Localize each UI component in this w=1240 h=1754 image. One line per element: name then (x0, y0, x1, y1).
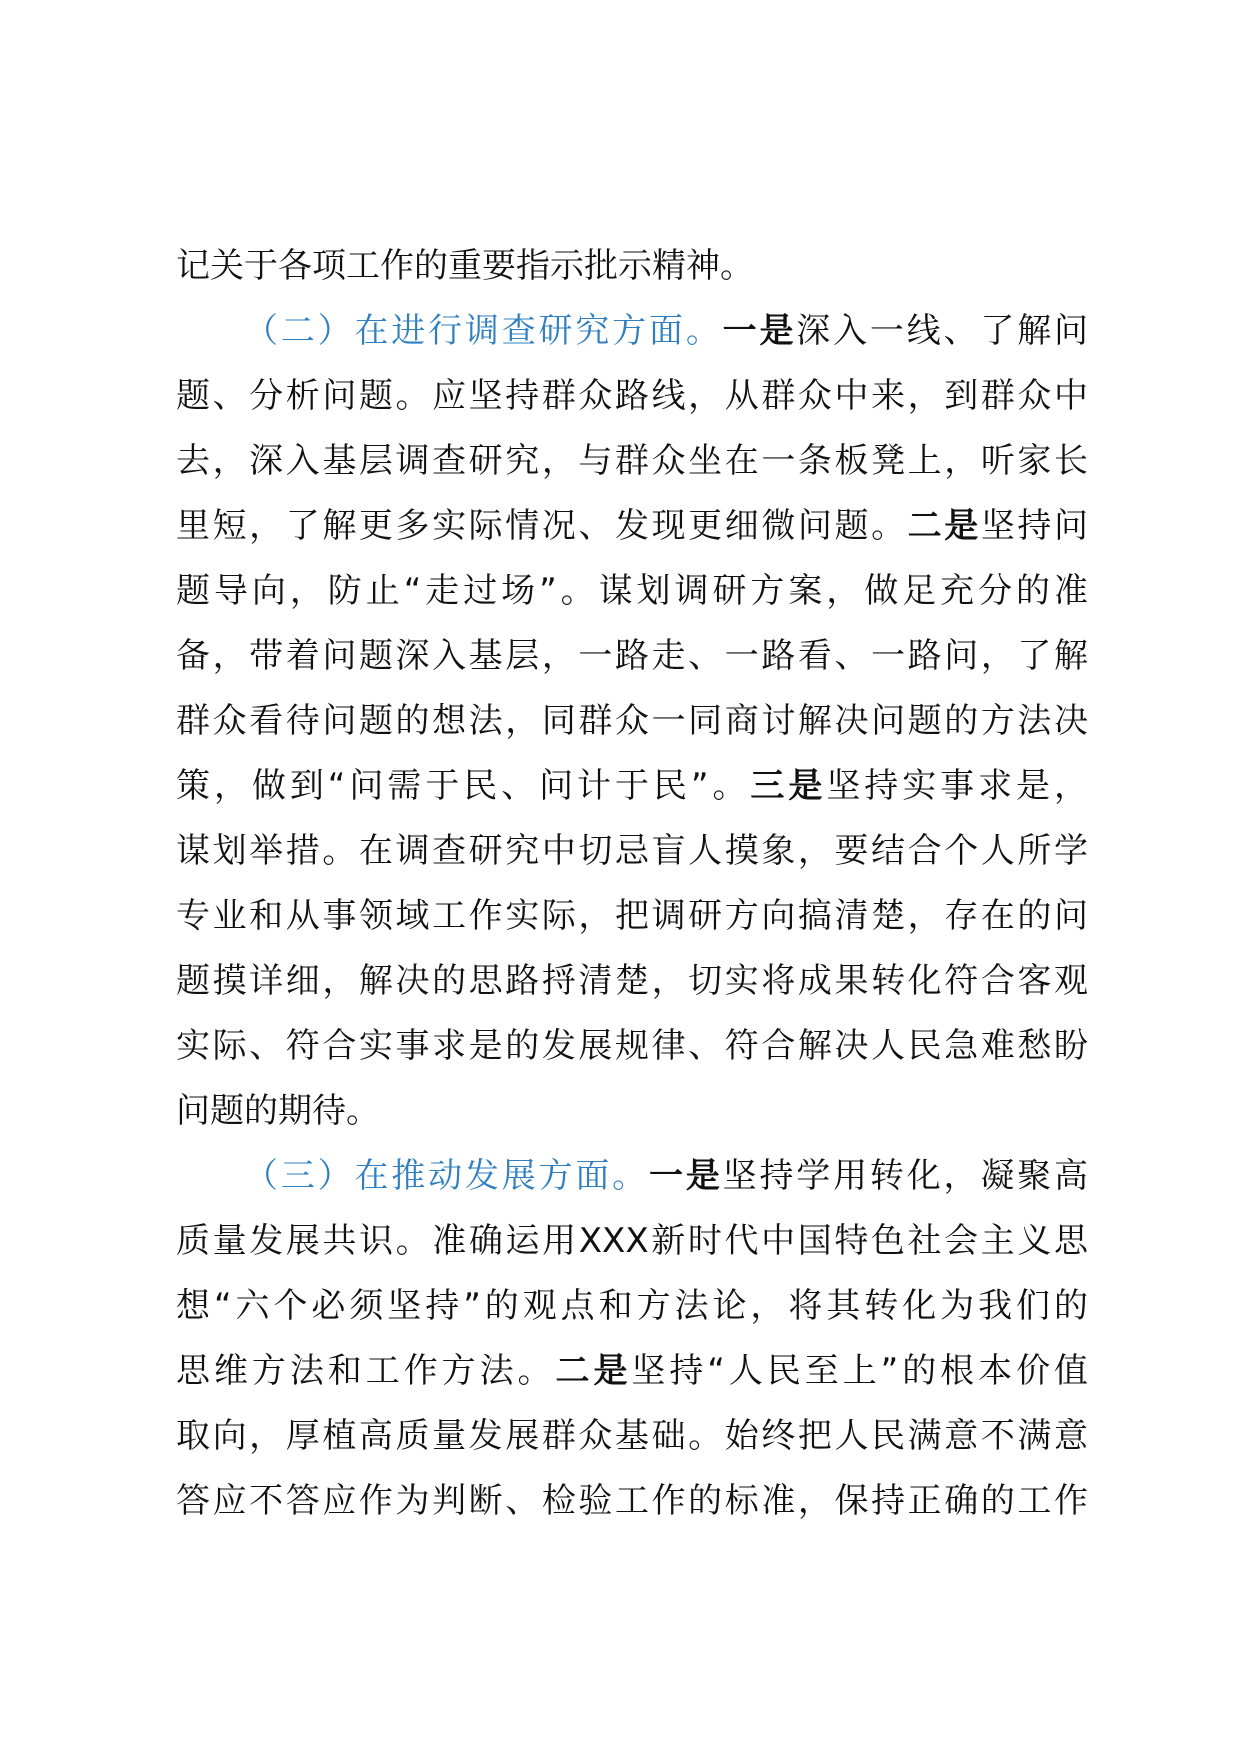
line-text: 取向，厚植高质量发展群众基础。始终把人民满意不满意 (176, 1416, 1088, 1456)
line-text: 去，深入基层调查研究，与群众坐在一条板凳上，听家长 (176, 441, 1088, 481)
line-text: 实际、符合实事求是的发展规律、符合解决人民急难愁盼 (176, 1026, 1088, 1066)
line-text: 问题的期待。 (176, 1091, 380, 1131)
point-label: 二是 (907, 506, 981, 546)
paragraph-line (176, 624, 1088, 689)
paragraph-line (176, 689, 1088, 754)
line-text: 专业和从事领域工作实际，把调研方向搞清楚，存在的问 (176, 896, 1088, 936)
paragraph-line (176, 949, 1088, 1014)
line-text: 谋划举措。在调查研究中切忌盲人摸象，要结合个人所学 (176, 831, 1088, 871)
line-text: 思维方法和工作方法。 (176, 1351, 556, 1391)
paragraph-line (176, 754, 1088, 819)
paragraph-line (176, 429, 1088, 494)
intro-text: 记关于各项工作的重要指示批示精神。 (176, 246, 754, 286)
section-2-first-line (176, 299, 1088, 364)
paragraph-line (176, 364, 1088, 429)
point-label: 一是 (649, 1156, 723, 1196)
document-body (176, 234, 1088, 1534)
line-text: 坚持学用转化，凝聚高 (722, 1156, 1089, 1196)
section-3-heading: （三）在推动发展方面。 (244, 1156, 649, 1196)
line-text: 坚持“人民至上”的根本价值 (631, 1351, 1089, 1391)
paragraph-line (176, 884, 1088, 949)
paragraph-line (176, 1404, 1088, 1469)
section-2-heading: （二）在进行调查研究方面。 (244, 311, 723, 351)
line-text: 题、分析问题。应坚持群众路线，从群众中来，到群众中 (176, 376, 1088, 416)
paragraph-line (176, 1274, 1088, 1339)
paragraph-line (176, 1079, 1088, 1144)
line-text: 里短，了解更多实际情况、发现更细微问题。 (176, 506, 908, 546)
section-3-first-line (176, 1144, 1088, 1209)
line-text: 质量发展共识。准确运用XXX新时代中国特色社会主义思 (176, 1221, 1088, 1261)
paragraph-line (176, 1469, 1088, 1534)
line-text: 答应不答应作为判断、检验工作的标准，保持正确的工作 (176, 1481, 1088, 1521)
line-text: 题导向，防止“走过场”。谋划调研方案，做足充分的准 (176, 571, 1088, 611)
line-text: 深入一线、了解问 (796, 311, 1089, 351)
point-label: 三是 (750, 766, 827, 806)
line-text: 坚持实事求是， (826, 766, 1089, 806)
paragraph-line (176, 1209, 1088, 1274)
paragraph-line (176, 494, 1088, 559)
line-text: 群众看待问题的想法，同群众一同商讨解决问题的方法决 (176, 701, 1088, 741)
paragraph-line (176, 1014, 1088, 1079)
paragraph-line (176, 559, 1088, 624)
paragraph-line (176, 819, 1088, 884)
line-text: 题摸详细，解决的思路捋清楚，切实将成果转化符合客观 (176, 961, 1088, 1001)
point-label: 一是 (722, 311, 797, 351)
line-text: 备，带着问题深入基层，一路走、一路看、一路问，了解 (176, 636, 1088, 676)
paragraph-line (176, 1339, 1088, 1404)
point-label: 二是 (555, 1351, 632, 1391)
paragraph-line (176, 234, 1088, 299)
line-text: 坚持问 (980, 506, 1089, 546)
line-text: 策，做到“问需于民、问计于民”。 (176, 766, 751, 806)
line-text: 想“六个必须坚持”的观点和方法论，将其转化为我们的 (176, 1286, 1088, 1326)
